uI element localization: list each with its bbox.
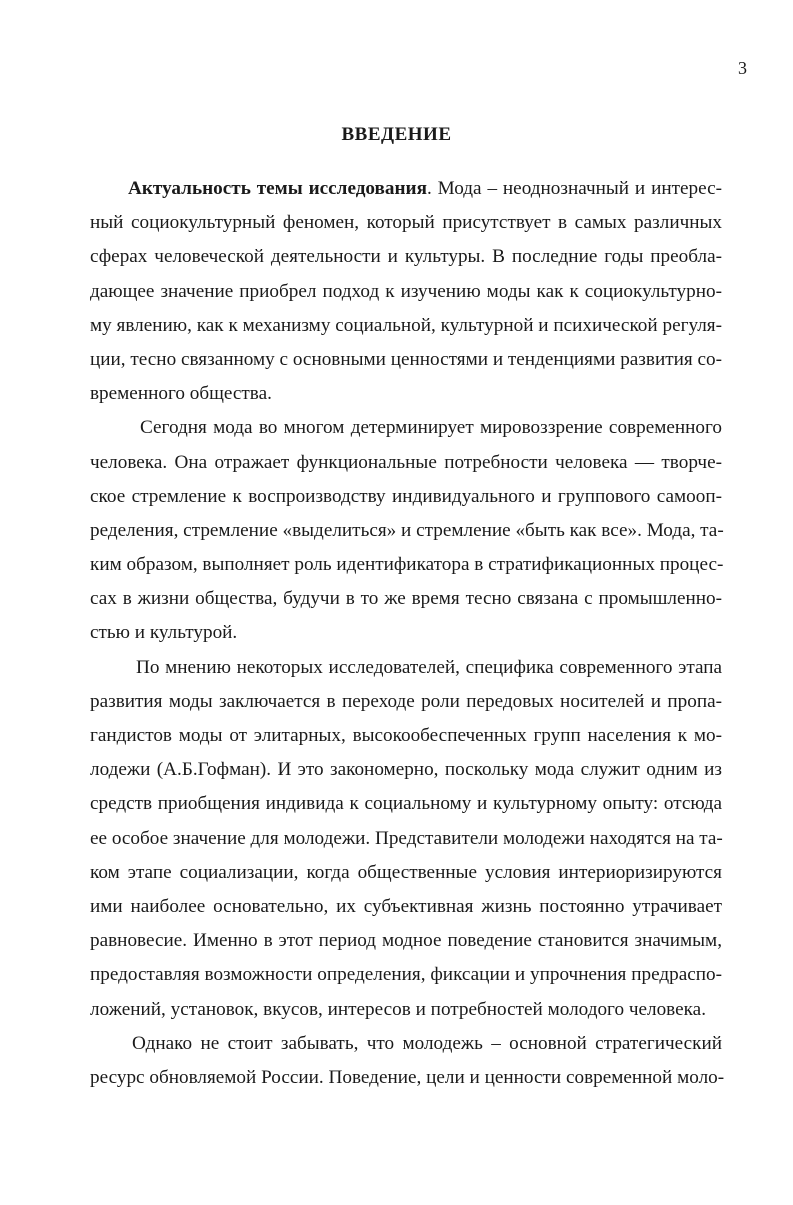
paragraph-4	[90, 1027, 725, 1095]
paragraph-3-line-8: равновесие. Именно в этот период модное поведение становится значимым,	[90, 930, 722, 952]
paragraph-3-line-6: ком этапе социализации, когда общественные условия интериоризируются	[90, 861, 722, 883]
paragraph-3-line-5: ее особое значение для молодежи. Представители молодежи находятся на та-	[90, 827, 723, 849]
section-heading: ВВЕДЕНИЕ	[341, 124, 452, 145]
paragraph-1-line-6: временного общества.	[90, 383, 272, 405]
paragraph-2-line-3: ределения, стремление «выделиться» и стремление «быть как все». Мода, та-	[90, 519, 724, 541]
body-text	[90, 172, 725, 1095]
paragraph-2-line-0: Сегодня мода во многом детерминирует мировоззрение современного	[140, 417, 722, 439]
paragraph-1-line-5: ции, тесно связанному с основными ценностями и тенденциями развития со-	[90, 348, 722, 370]
paragraph-3-line-1: развития моды заключается в переходе роли передовых носителей и пропа-	[90, 690, 722, 712]
page-number: 3	[738, 58, 747, 78]
paragraph-4-line-1: ресурс обновляемой России. Поведение, цели и ценности современной моло-	[90, 1066, 725, 1088]
paragraph-3-line-3: лодежи (А.Б.Гофман). И это закономерно, поскольку мода служит одним из	[90, 759, 722, 781]
lead-suffix: . Мода – неоднозначный и интерес-	[426, 178, 722, 199]
paragraph-2	[90, 411, 722, 650]
paragraph-3-line-0: По мнению некоторых исследователей, специфика современного этапа	[136, 656, 722, 678]
paragraph-1-line-3: дающее значение приобрел подход к изучению моды как к социокультурно-	[90, 280, 722, 302]
lead-phrase: Актуальность темы исследования	[128, 178, 427, 199]
paragraph-3	[90, 651, 722, 1027]
paragraph-2-line-5: сах в жизни общества, будучи в то же время тесно связана с промышленно-	[90, 588, 722, 610]
paragraph-1	[90, 172, 722, 411]
paragraph-3-line-9: предоставляя возможности определения, фиксации и упрочнения предраспо-	[90, 964, 722, 986]
paragraph-2-line-4: ким образом, выполняет роль идентификатора в стратификационных процес-	[90, 554, 724, 576]
paragraph-1-line-4: му явлению, как к механизму социальной, культурной и психической регуля-	[90, 314, 722, 336]
paragraph-1-line-2: сферах человеческой деятельности и культуры. В последние годы преобла-	[90, 246, 722, 268]
paragraph-3-line-10: ложений, установок, вкусов, интересов и потребностей молодого человека.	[90, 998, 706, 1020]
paragraph-2-line-6: стью и культурой.	[90, 622, 238, 644]
paragraph-4-line-0: Однако не стоит забывать, что молодежь – основной стратегический	[132, 1032, 722, 1054]
paragraph-1-line-1: ный социокультурный феномен, который присутствует в самых различных	[90, 212, 722, 234]
paragraph-1-line-0	[90, 172, 722, 206]
paragraph-3-line-2: гандистов моды от элитарных, высокообеспеченных групп населения к мо-	[90, 725, 722, 746]
paragraph-3-line-7: ими наиболее основательно, их субъективная жизнь постоянно утрачивает	[90, 895, 722, 917]
paragraph-2-line-2: ское стремление к воспроизводству индивидуального и группового самооп-	[90, 485, 722, 507]
paragraph-3-line-4: средств приобщения индивида к социальному и культурному опыту: отсюда	[90, 793, 722, 815]
paragraph-2-line-1: человека. Она отражает функциональные потребности человека — творче-	[90, 451, 722, 473]
